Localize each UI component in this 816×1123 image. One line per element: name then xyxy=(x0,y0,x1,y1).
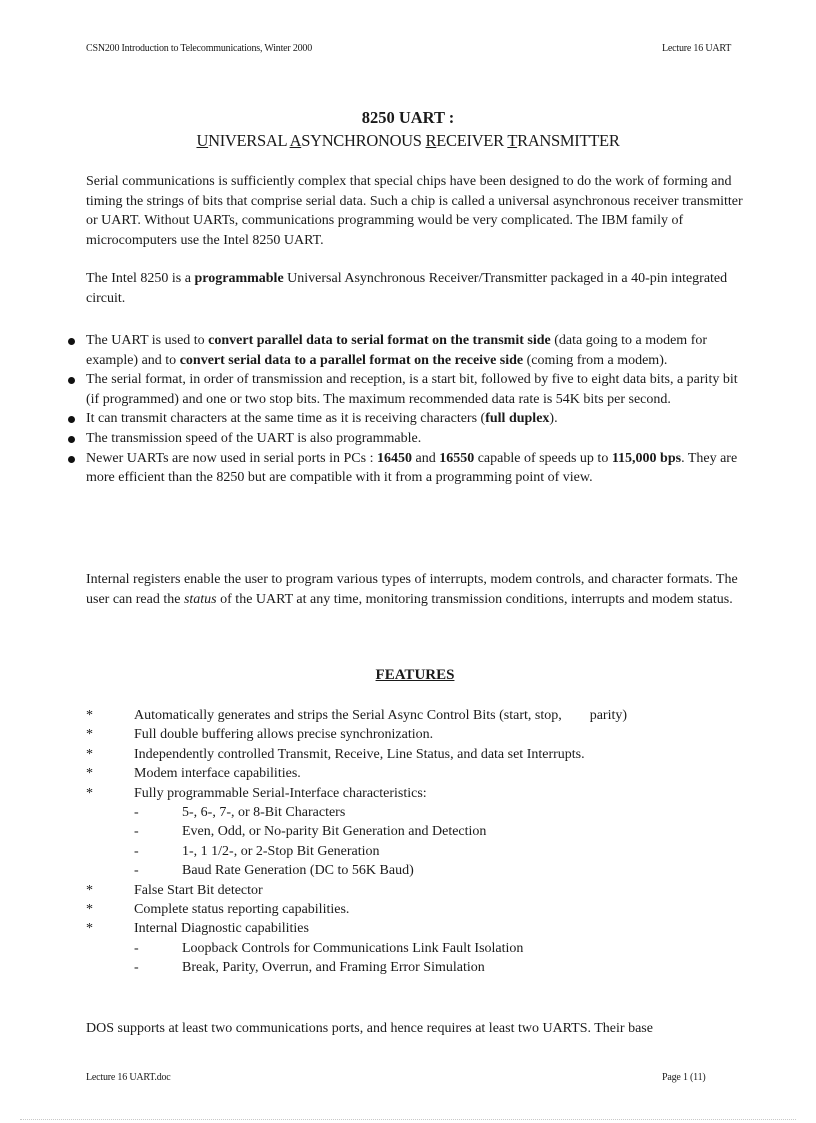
feature-subitem xyxy=(86,958,746,977)
feature-text: Full double buffering allows precise synchronization. xyxy=(134,727,434,743)
feature-item xyxy=(86,764,746,783)
asterisk-marker: * xyxy=(86,921,93,937)
feature-text: Automatically generates and strips the Serial Async Control Bits (start, stop, parity) xyxy=(134,708,628,723)
asterisk-marker: * xyxy=(86,708,93,723)
dash-marker: - xyxy=(134,824,139,840)
feature-subitem xyxy=(86,939,746,958)
bullet-bold-text: full duplex xyxy=(485,411,550,427)
dash-marker: - xyxy=(134,863,139,879)
bullet-item xyxy=(86,449,748,488)
bullet-text: The serial format, in order of transmission and reception, is a start bit, followed by five to eight data bits, a parity bit (if programmed) and one or two stop bits. The maximum recommended data rate is 54K bits per second. xyxy=(86,372,738,407)
intel-text-end: Universal Asynchronous Receiver/Transmitter packaged in a 40-pin integrated circuit. xyxy=(86,271,728,306)
title-initial: T xyxy=(507,131,518,150)
bullet-item xyxy=(86,331,748,370)
feature-text: Even, Odd, or No-parity Bit Generation and Detection xyxy=(182,824,487,840)
feature-text: Fully programmable Serial-Interface characteristics: xyxy=(134,785,427,801)
features-list xyxy=(86,706,746,977)
title-word-rest: NIVERSAL xyxy=(208,131,290,150)
bullet-dot-icon xyxy=(68,338,75,345)
doc-subtitle xyxy=(0,131,816,151)
feature-item xyxy=(86,900,746,919)
internal-text-start: Internal registers enable the user to program various types of interrupts, modem controls, and character formats. The user can read the xyxy=(86,572,738,607)
bullet-bold-text: 115,000 bps xyxy=(611,450,682,466)
intel-text-start: The Intel 8250 is a xyxy=(86,271,195,286)
bullet-text: and xyxy=(411,450,440,466)
feature-text: 1-, 1 1/2-, or 2-Stop Bit Generation xyxy=(182,843,380,859)
feature-text: Break, Parity, Overrun, and Framing Error Simulation xyxy=(182,960,485,976)
asterisk-marker: * xyxy=(86,746,93,762)
title-initial: R xyxy=(425,131,437,150)
bullet-text: ). xyxy=(549,411,558,427)
title-word-rest: ECEIVER xyxy=(436,131,508,150)
bullet-text: . They are more efficient than the 8250 but are compatible with it from a programming point of view. xyxy=(86,450,738,486)
bullet-bold-text: 16450 xyxy=(376,450,412,466)
paragraph-internal-registers xyxy=(86,570,746,609)
feature-text: Loopback Controls for Communications Link Fault Isolation xyxy=(182,940,524,956)
footer-filename: Lecture 16 UART.doc xyxy=(86,1072,171,1083)
bullet-bold-text: convert parallel data to serial format on the transmit side xyxy=(208,333,551,348)
bullet-text: The UART is used to xyxy=(86,333,209,348)
bullet-text: Newer UARTs are now used in serial ports in PCs : xyxy=(86,450,377,466)
feature-item xyxy=(86,706,746,725)
feature-subitem xyxy=(86,861,746,880)
feature-subitem xyxy=(86,822,746,841)
asterisk-marker: * xyxy=(86,766,93,782)
dash-marker: - xyxy=(134,804,139,820)
feature-item xyxy=(86,881,746,900)
footer-page-number: Page 1 (11) xyxy=(662,1072,706,1083)
feature-item xyxy=(86,745,746,764)
bullet-item xyxy=(86,429,748,449)
feature-text: Internal Diagnostic capabilities xyxy=(134,921,309,937)
paragraph-intro: Serial communications is sufficiently complex that special chips have been designed to do the work of forming and timing the strings of bits that comprise serial data. Such a chip is called a universal asynchronous receiver transmitter or UART. Without UARTs, communications programming would be very complicated. The IBM family of microcomputers use the Intel 8250 UART. xyxy=(86,174,743,248)
features-heading: FEATURES xyxy=(375,667,455,683)
asterisk-marker: * xyxy=(86,727,93,743)
bullet-dot-icon xyxy=(68,377,75,384)
feature-text: False Start Bit detector xyxy=(134,882,263,898)
feature-item xyxy=(86,919,746,938)
bullet-bold-text: convert serial data to a parallel format on the receive side xyxy=(179,352,524,368)
feature-text: Independently controlled Transmit, Receive, Line Status, and data set Interrupts. xyxy=(134,746,585,762)
feature-item xyxy=(86,725,746,744)
feature-text: 5-, 6-, 7-, or 8-Bit Characters xyxy=(182,804,346,820)
bullet-text: (data going to a modem for example) and to xyxy=(86,333,708,368)
bullet-text: capable of speeds up to xyxy=(474,450,612,466)
asterisk-marker: * xyxy=(86,785,93,801)
page-bottom-border xyxy=(20,1119,796,1120)
bullet-item xyxy=(86,409,748,429)
feature-text: Baud Rate Generation (DC to 56K Baud) xyxy=(182,863,414,879)
feature-subitem xyxy=(86,842,746,861)
paragraph-intel xyxy=(86,269,746,308)
header-course: CSN200 Introduction to Telecommunications, Winter 2000 xyxy=(86,43,313,54)
intel-bold-programmable: programmable xyxy=(194,271,284,286)
bullet-dot-icon xyxy=(68,416,75,423)
bullet-dot-icon xyxy=(68,436,75,443)
title-initial: A xyxy=(289,131,302,150)
paragraph-dos: DOS supports at least two communications ports, and hence requires at least two UARTS. Their base xyxy=(86,1021,653,1036)
feature-text: Modem interface capabilities. xyxy=(134,766,301,782)
dash-marker: - xyxy=(134,843,139,859)
header-lecture: Lecture 16 UART xyxy=(662,43,732,54)
bullet-list xyxy=(86,331,748,488)
bullet-text: The transmission speed of the UART is also programmable. xyxy=(86,430,422,446)
title-word-rest: SYNCHRONOUS xyxy=(301,131,426,150)
bullet-text: (coming from a modem). xyxy=(523,352,668,368)
title-word-rest: RANSMITTER xyxy=(517,131,620,150)
dash-marker: - xyxy=(134,940,139,956)
asterisk-marker: * xyxy=(86,901,93,917)
dash-marker: - xyxy=(134,960,139,976)
internal-italic-status: status xyxy=(183,591,217,607)
bullet-text: It can transmit characters at the same time as it is receiving characters ( xyxy=(86,411,486,427)
title-initial: U xyxy=(196,131,209,150)
doc-title: 8250 UART : xyxy=(361,108,455,127)
feature-subitem xyxy=(86,803,746,822)
feature-text: Complete status reporting capabilities. xyxy=(134,901,350,917)
feature-item xyxy=(86,784,746,803)
bullet-item xyxy=(86,370,748,409)
asterisk-marker: * xyxy=(86,882,93,898)
bullet-bold-text: 16550 xyxy=(439,450,475,466)
bullet-dot-icon xyxy=(68,456,75,463)
internal-text-end: of the UART at any time, monitoring transmission conditions, interrupts and modem status. xyxy=(216,591,733,607)
